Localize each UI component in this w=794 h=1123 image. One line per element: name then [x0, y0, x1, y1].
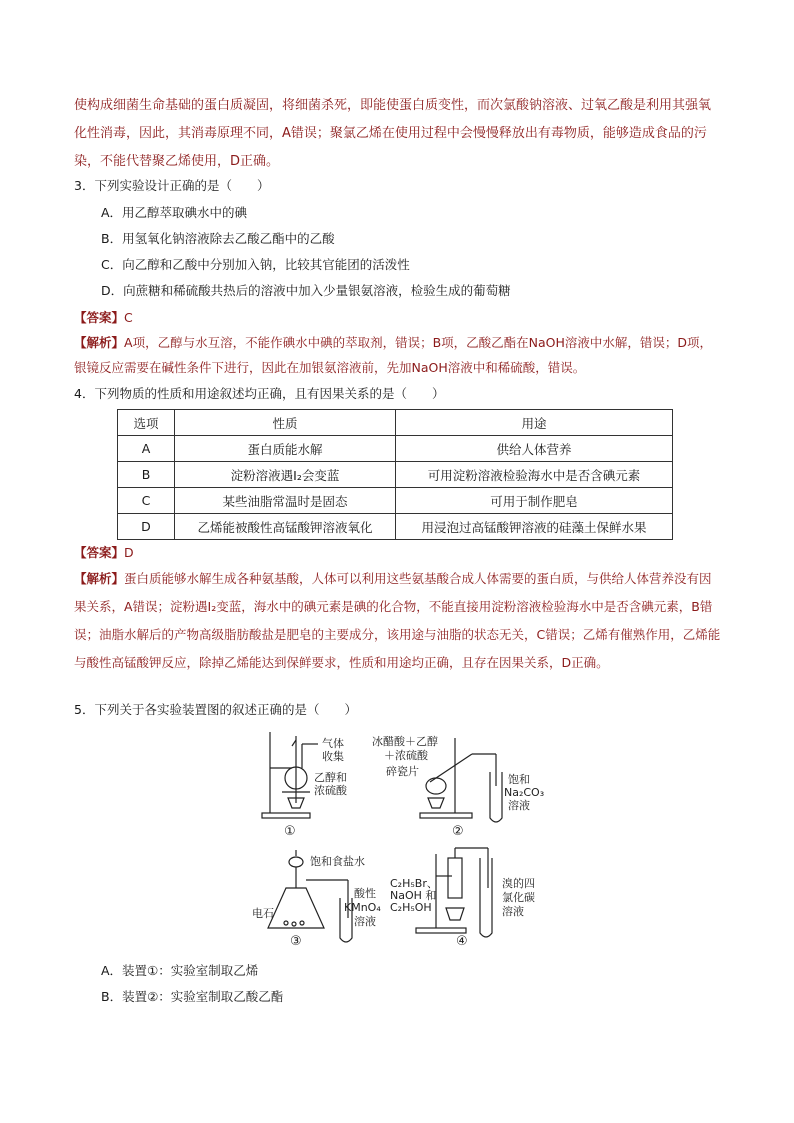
- table-cell: 淀粉溶液遇I₂会变蓝: [175, 462, 396, 488]
- q5-stem: 5．下列关于各实验装置图的叙述正确的是（ ）: [74, 702, 357, 717]
- q3-answer-tag: 【答案】: [74, 310, 125, 325]
- label-kmno4: KMnO₄: [344, 901, 381, 914]
- apparatus-figure: [240, 728, 570, 954]
- q3-answer-value: C: [124, 310, 133, 325]
- q3-answer: [74, 308, 722, 328]
- label-naoh: NaOH 和: [390, 889, 437, 902]
- label-na2co3: Na₂CO₃: [504, 786, 545, 799]
- apparatus-2-number: ②: [452, 824, 464, 839]
- q5-option-b: B．装置②：实验室制取乙酸乙酯: [101, 989, 284, 1004]
- table-cell: 用浸泡过高锰酸钾溶液的硅藻土保鲜水果: [396, 514, 673, 540]
- apparatus-1: [262, 732, 318, 818]
- table-cell: B: [118, 462, 175, 488]
- table-cell: 供给人体营养: [396, 436, 673, 462]
- label-reagent-1b: 浓硫酸: [314, 784, 347, 797]
- label-acidic: 酸性: [354, 887, 376, 900]
- apparatus-1-number: ①: [284, 824, 296, 839]
- label-collect: 收集: [322, 750, 344, 763]
- properties-table: [117, 409, 673, 540]
- label-reagent-2: 冰醋酸＋乙醇: [372, 735, 438, 748]
- label-gas: 气体: [322, 737, 344, 750]
- apparatus-2: [420, 738, 502, 822]
- q3-explain-text: A项，乙醇与水互溶，不能作碘水中碘的萃取剂，错误；B项，乙酸乙酯在NaOH溶液中水解，错误；D项，银镜反应需要在碱性条件下进行，因此在加银氨溶液前，先加NaOH溶液中和稀硫酸，错误。: [74, 335, 713, 375]
- table-header-property: 性质: [175, 410, 396, 436]
- table-cell: A: [118, 436, 175, 462]
- q3-explanation: [74, 330, 722, 380]
- q4-answer-tag: 【答案】: [74, 545, 125, 560]
- q4-answer-value: D: [124, 545, 134, 560]
- q4-stem: 4．下列物质的性质和用途叙述均正确，且有因果关系的是（ ）: [74, 386, 445, 401]
- q3-option-d: D．向蔗糖和稀硫酸共热后的溶液中加入少量银氨溶液，检验生成的葡萄糖: [101, 283, 511, 298]
- label-chips: 碎瓷片: [386, 765, 419, 778]
- table-cell: 可用于制作肥皂: [396, 488, 673, 514]
- label-bromine: 溴的四: [502, 877, 535, 890]
- table-cell: C: [118, 488, 175, 514]
- q4-explain-tag: 【解析】: [74, 571, 125, 586]
- label-brine: 饱和食盐水: [310, 855, 365, 868]
- label-c2h5br: C₂H₅Br、: [390, 877, 438, 890]
- label-reagent-2b: ＋浓硫酸: [384, 749, 428, 762]
- q3-explain-tag: 【解析】: [74, 335, 125, 350]
- q4-explanation: [74, 565, 722, 677]
- table-cell: 某些油脂常温时是固态: [175, 488, 396, 514]
- apparatus-3-number: ③: [290, 934, 302, 949]
- label-ccl4: 氯化碳: [502, 891, 535, 904]
- label-saturated: 饱和: [508, 773, 530, 786]
- label-carbide: 电石: [252, 907, 274, 920]
- q4-answer: [74, 543, 722, 563]
- table-row: [118, 488, 673, 514]
- table-cell: D: [118, 514, 175, 540]
- q3-option-a: A．用乙醇萃取碘水中的碘: [101, 205, 248, 220]
- table-row: [118, 436, 673, 462]
- table-row: [118, 514, 673, 540]
- table-header-row: [118, 410, 673, 436]
- table-row: [118, 462, 673, 488]
- table-cell: 乙烯能被酸性高锰酸钾溶液氧化: [175, 514, 396, 540]
- label-solution-2: 溶液: [508, 799, 530, 812]
- q5-option-a: A．装置①：实验室制取乙烯: [101, 963, 259, 978]
- q3-stem: 3．下列实验设计正确的是（ ）: [74, 178, 270, 193]
- q4-explain-text: 蛋白质能够水解生成各种氨基酸，人体可以利用这些氨基酸合成人体需要的蛋白质，与供给人体营养没有因果关系，A错误；淀粉遇I₂变蓝，海水中的碘元素是碘的化合物，不能直接用淀粉溶液检验海水中是否含碘元素，B错误；油脂水解后的产物高级脂肪酸盐是肥皂的主要成分，该用途与油脂的状态无关，C错误；乙烯有催熟作用，乙烯能与酸性高锰酸钾反应，除掉乙烯能达到保鲜要求，性质和用途均正确，且存在因果关系，D正确。: [74, 571, 721, 670]
- q3-option-b: B．用氢氧化钠溶液除去乙酸乙酯中的乙酸: [101, 231, 335, 246]
- label-solution-3: 溶液: [354, 915, 376, 928]
- label-reagent-1: 乙醇和: [314, 771, 347, 784]
- table-cell: 蛋白质能水解: [175, 436, 396, 462]
- label-c2h5oh: C₂H₅OH: [390, 901, 432, 914]
- apparatus-4-number: ④: [456, 934, 468, 949]
- table-header-use: 用途: [396, 410, 673, 436]
- intro-explanation: 使构成细菌生命基础的蛋白质凝固，将细菌杀死，即能使蛋白质变性，而次氯酸钠溶液、过氧乙酸是利用其强氧化性消毒，因此，其消毒原理不同，A错误；聚氯乙烯在使用过程中会慢慢释放出有毒物质，能够造成食品的污染，不能代替聚乙烯使用，D正确。: [74, 98, 712, 169]
- table-cell: 可用淀粉溶液检验海水中是否含碘元素: [396, 462, 673, 488]
- label-solution-4: 溶液: [502, 905, 524, 918]
- table-header-option: 选项: [118, 410, 175, 436]
- q3-option-c: C．向乙醇和乙酸中分别加入钠，比较其官能团的活泼性: [101, 257, 410, 272]
